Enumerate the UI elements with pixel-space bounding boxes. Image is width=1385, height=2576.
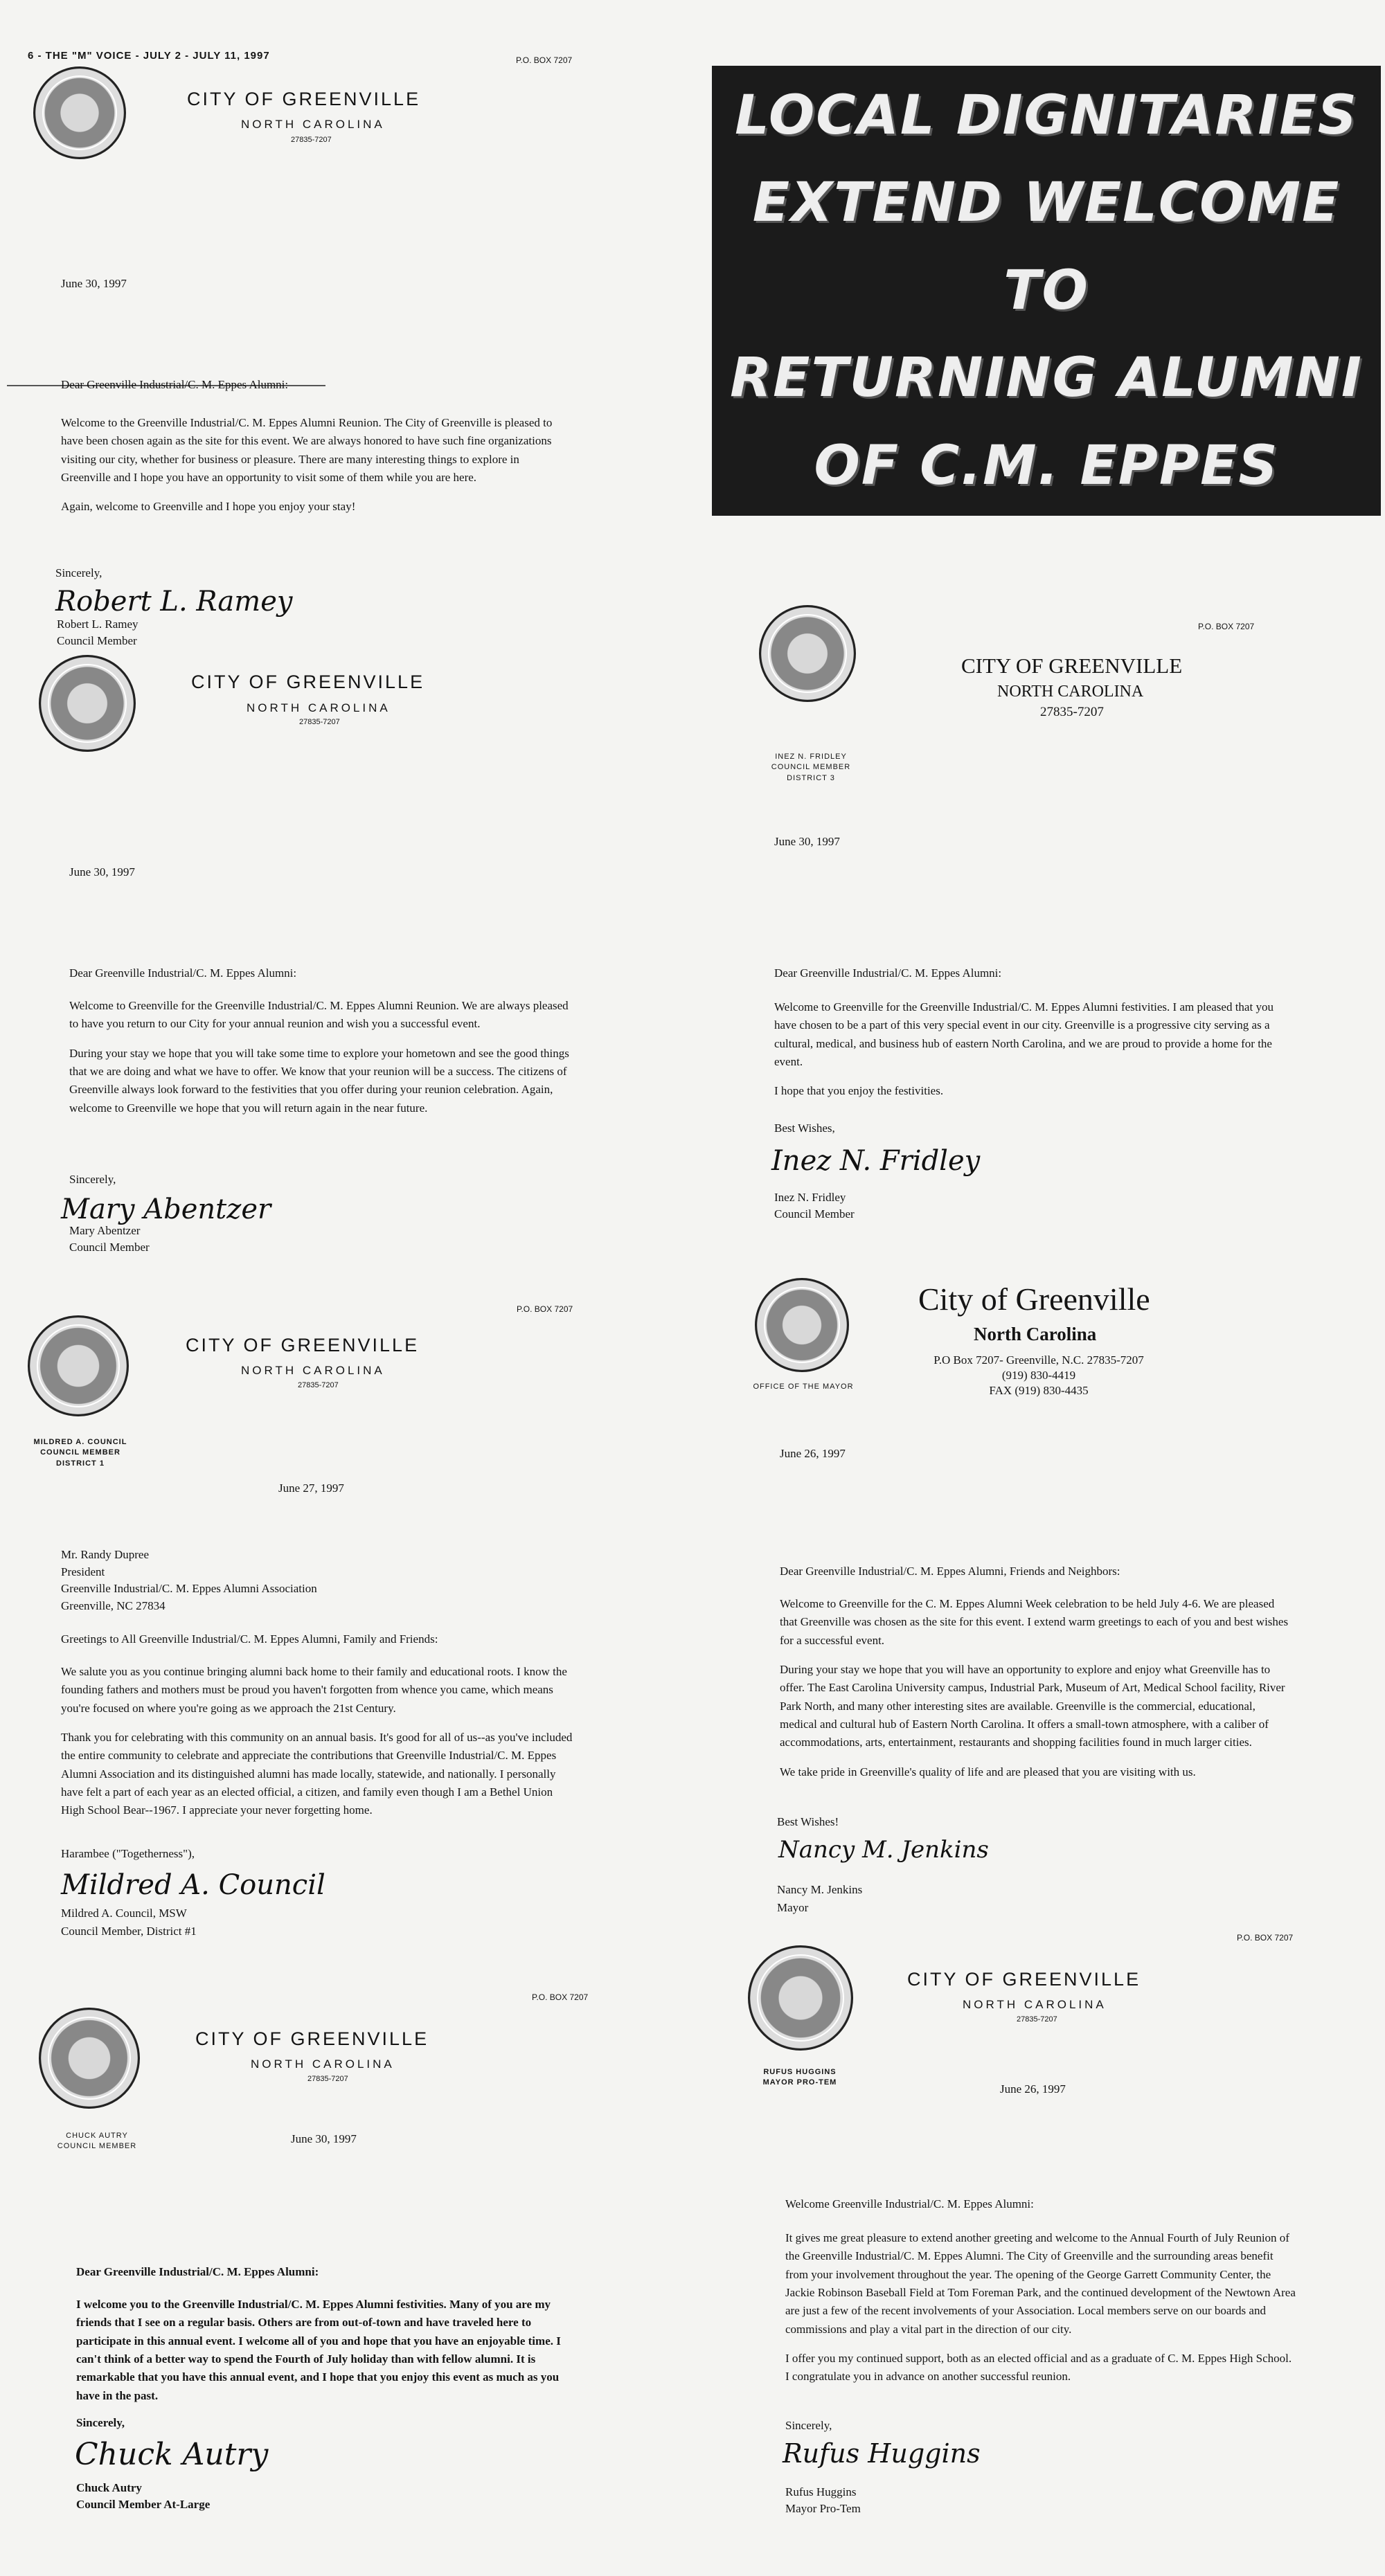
letterhead-zip: 27835-7207 [298,1381,339,1389]
banner-line: OF C.M. EPPES [814,434,1279,497]
inside-address [61,1547,317,1615]
letter-body [780,1595,1292,1792]
po-box: P.O. BOX 7207 [1198,622,1255,631]
paragraph: It gives me great pleasure to extend another greeting and welcome to the Annual Fourth of July Reunion of the Greenville Industrial/C. M. Eppes Alumni. The City of Greenville and the surrounding areas benefit from your involvement throughout the year. The opening of the George Garrett Community Center, the Jackie Robinson Baseball Field at Tom Foreman Park, and the continued development of the Newtown Area are just a few of the recent involvements of your Association. Local members serve on our boards and commissions and play a vital part in the direction of our city. [785,2231,1296,2336]
office-line: COUNCIL MEMBER [40,1448,120,1457]
letter-date: June 27, 1997 [278,1481,344,1495]
letterhead-state: NORTH CAROLINA [997,683,1144,701]
address-line: President [61,1565,105,1578]
paragraph: I offer you my continued support, both as an elected official and as a graduate of C. M. Eppes High School. I congratulate you in advance on another successful reunion. [785,2352,1292,2384]
banner-line: RETURNING ALUMNI [730,347,1363,410]
office-label [759,752,863,784]
office-line: DISTRICT 1 [56,1459,105,1468]
office-line: MAYOR PRO-TEM [762,2078,837,2087]
office-label [748,2067,852,2089]
signature: Rufus Huggins [783,2438,981,2469]
city-seal-icon [28,1315,129,1416]
signer-name: Mary Abentzer [69,1224,141,1237]
po-box: P.O. BOX 7207 [532,1992,589,2002]
letter-closing: Sincerely, [785,2419,832,2432]
letterhead-zip: 27835-7207 [291,136,332,144]
letter-salutation: Dear Greenville Industrial/C. M. Eppes Alumni: [61,378,289,391]
letter-salutation: Dear Greenville Industrial/C. M. Eppes Alumni: [76,2265,319,2278]
letter-body [69,997,575,1128]
letterhead-state: NORTH CAROLINA [247,701,391,714]
paragraph: I welcome you to the Greenville Industrial/C. M. Eppes Alumni festivities. Many of you are my friends that I see on a regular basis. Others are from out-of-town and have traveled here to participate in this annual event. I welcome all of you and hope that you have an enjoyable time. I can't think of a better way to spend the Fourth of July holiday than with fellow alumni. It is remarkable that you have this annual event, and I hope that you enjoy this event as much as you have in the past. [76,2298,561,2402]
phone-line: (919) 830-4419 [1001,1369,1076,1382]
letterhead-city: CITY OF GREENVILLE [907,1969,1141,1990]
letter-salutation: Welcome Greenville Industrial/C. M. Eppes Alumni: [785,2197,1034,2210]
signer-name: Mildred A. Council, MSW [61,1907,187,1920]
signer-name: Nancy M. Jenkins [777,1883,863,1896]
letter-date: June 30, 1997 [774,835,840,848]
office-line: RUFUS HUGGINS [763,2068,837,2076]
letter-closing: Sincerely, [55,566,102,579]
letterhead-zip: 27835-7207 [307,2075,348,2083]
letter-date: June 30, 1997 [61,277,127,290]
fax-line: FAX (919) 830-4435 [989,1384,1089,1398]
city-seal-icon [759,605,856,702]
office-line: COUNCIL MEMBER [771,763,851,772]
po-box: P.O. BOX 7207 [516,55,573,65]
letter-date: June 26, 1997 [780,1447,846,1460]
letter-closing: Best Wishes! [777,1815,839,1828]
paragraph: Welcome to the Greenville Industrial/C. M. Eppes Alumni Reunion. The City of Greenville is pleased to have been chosen again as the site for this event. We are always honored to have such fine organizations visiting our city, whether for business or pleasure. There are many interesting things to explore in Greenville and I hope you have an opportunity to visit some of them while you are here. [61,416,553,485]
paragraph: Thank you for celebrating with this community on an annual basis. It's good for all of us--as you've included the entire community to celebrate and appreciate the contributions that Greenville Industrial/C. M. Eppes Alumni Association and its distinguished alumni has made locally, statewide, and nationally. I personally have felt a part of each year as an elected official, a citizen, and family even though I am a Bethel Union High School Bear--1967. I appreciate your never forgetting home. [61,1731,573,1817]
city-seal-icon [33,66,126,159]
running-head: 6 - THE "M" VOICE - JULY 2 - JULY 11, 1997 [28,50,270,62]
signature: Inez N. Fridley [771,1145,981,1177]
letter-salutation: Dear Greenville Industrial/C. M. Eppes Alumni, Friends and Neighbors: [780,1565,1120,1578]
address-line: P.O Box 7207- Greenville, N.C. 27835-7207 [933,1353,1144,1367]
signer-name: Chuck Autry [76,2481,142,2494]
letter-salutation: Dear Greenville Industrial/C. M. Eppes Alumni: [774,966,1002,980]
city-seal-icon [755,1278,849,1372]
signer-name: Rufus Huggins [785,2485,857,2498]
office-label [42,2131,152,2152]
address-line: Greenville, NC 27834 [61,1598,166,1612]
signer-name: Robert L. Ramey [57,618,138,631]
signer-title: Council Member [57,634,137,647]
banner-line: LOCAL DIGNITARIES [735,84,1358,147]
letterhead-state: NORTH CAROLINA [251,2057,395,2071]
signature: Mildred A. Council [61,1869,325,1901]
paragraph: We salute you as you continue bringing alumni back home to their family and educational roots. I know the founding fathers and mothers must be proud you haven't forgotten from whence you came, which means you're focused on where you're going as we approach the 21st Century. [61,1665,567,1715]
signer-title: Council Member [774,1207,855,1221]
office-line: CHUCK AUTRY [66,2132,128,2140]
letter-date: June 30, 1997 [69,865,135,879]
office-line: DISTRICT 3 [787,773,835,782]
letter-closing: Sincerely, [76,2416,125,2429]
office-line: COUNCIL MEMBER [57,2142,137,2151]
paragraph: During your stay we hope that you will take some time to explore your hometown and see the good things that we are doing and what we have to offer. We know that your reunion will be a success. The citizens of Greenville always look forward to the festivities that you offer during your reunion celebration. Again, welcome to Greenville we hope that you will return again in the near future. [69,1046,569,1115]
letterhead-zip: 27835-7207 [1040,705,1104,719]
letter-salutation: Greetings to All Greenville Industrial/C. M. Eppes Alumni, Family and Friends: [61,1632,438,1646]
letter-closing: Harambee ("Togetherness"), [61,1847,195,1860]
letter-body [61,414,566,528]
letter-body [61,1663,573,1831]
letterhead-city: CITY OF GREENVILLE [187,89,421,109]
paragraph: We take pride in Greenville's quality of life and are pleased that you are visiting with us. [780,1765,1196,1778]
letterhead-city: City of Greenville [918,1281,1150,1317]
signature: Robert L. Ramey [55,586,293,618]
po-box: P.O. BOX 7207 [517,1304,573,1314]
paragraph: During your stay we hope that you will have an opportunity to explore and enjoy what Greenville has to offer. The East Carolina University campus, Industrial Park, Museum of Art, Medical School facility, River Park North, and many other interesting sites are available. Greenville is the commercial, educational, medical and cultural hub of Eastern North Carolina. It offers a small-town atmosphere, with a caliber of accommodations, arts, entertainment, restaurants and shopping facilities found in much larger cities. [780,1663,1285,1749]
paragraph: Welcome to Greenville for the C. M. Eppes Alumni Week celebration to be held July 4-6. We are pleased that Greenville was chosen as the site for this event. I extend warm greetings to each of you and best wishes for a successful event. [780,1597,1289,1647]
letterhead-city: CITY OF GREENVILLE [195,2028,429,2049]
letter-body [774,998,1287,1112]
office-line: INEZ N. FRIDLEY [775,753,847,761]
letterhead-state: NORTH CAROLINA [963,1998,1107,2011]
address-line: Greenville Industrial/C. M. Eppes Alumni Association [61,1582,317,1596]
paragraph: Welcome to Greenville for the Greenville Industrial/C. M. Eppes Alumni Reunion. We are always pleased to have you return to our City for your annual reunion and wish you a successful event. [69,999,569,1031]
letterhead-state: North Carolina [974,1324,1097,1344]
letter-closing: Best Wishes, [774,1122,835,1135]
signer-title: Council Member At-Large [76,2498,211,2511]
signature: Chuck Autry [75,2437,269,2472]
letter-salutation: Dear Greenville Industrial/C. M. Eppes Alumni: [69,966,297,980]
headline-banner [712,66,1381,516]
signer-title: Council Member [69,1241,150,1254]
city-seal-icon [39,2008,140,2109]
letterhead-city: CITY OF GREENVILLE [961,654,1183,678]
mayor-contact [900,1353,1177,1398]
city-seal-icon [748,1945,853,2051]
signer-title: Mayor Pro-Tem [785,2502,861,2515]
letter-body [785,2229,1298,2397]
letter-closing: Sincerely, [69,1173,116,1186]
letterhead-zip: 27835-7207 [1017,2015,1057,2024]
city-seal-icon [39,655,136,752]
signer-name: Inez N. Fridley [774,1191,846,1204]
signature: Nancy M. Jenkins [778,1836,989,1864]
letterhead-state: NORTH CAROLINA [241,118,385,131]
letter-date: June 26, 1997 [1000,2082,1066,2096]
letterhead-city: CITY OF GREENVILLE [191,672,425,692]
letter-date: June 30, 1997 [291,2132,357,2145]
signer-title: Council Member, District #1 [61,1925,197,1938]
paragraph: Welcome to Greenville for the Greenville Industrial/C. M. Eppes Alumni festivities. I am pleased that you have chosen to be a part of this very special event in our city. Greenville is a progressive city serving as a cultural, medical, and business hub of eastern North Carolina, and we are proud to provide a home for the event. [774,1000,1274,1069]
address-line: Mr. Randy Dupree [61,1548,150,1561]
po-box: P.O. BOX 7207 [1237,1933,1294,1943]
office-label [25,1437,136,1469]
banner-line: EXTEND WELCOME TO [752,172,1341,322]
paragraph: Again, welcome to Greenville and I hope you enjoy your stay! [61,500,356,514]
letter-body [76,2296,582,2416]
paragraph: I hope that you enjoy the festivities. [774,1084,944,1098]
letterhead-state: NORTH CAROLINA [241,1364,385,1377]
letterhead-city: CITY OF GREENVILLE [186,1335,420,1355]
letterhead-zip: 27835-7207 [299,718,340,726]
office-label: OFFICE OF THE MAYOR [753,1382,854,1391]
signer-title: Mayor [777,1901,809,1914]
signature: Mary Abentzer [61,1194,271,1225]
office-line: MILDRED A. COUNCIL [33,1438,127,1446]
